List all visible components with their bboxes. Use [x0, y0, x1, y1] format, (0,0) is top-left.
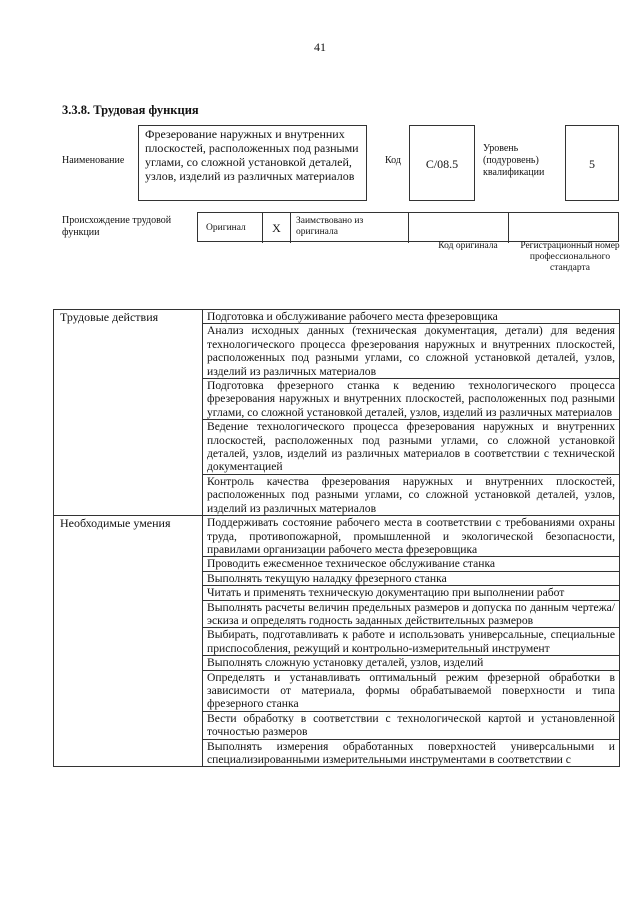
origin-borrowed-cell [291, 213, 409, 243]
item-cell: Подготовка и обслуживание рабочего места фрезеровщика [203, 310, 620, 324]
section-heading-cell: Необходимые умения [54, 516, 203, 767]
level-label: Уровень (подуровень) квалификации [483, 143, 545, 178]
section-heading-cell: Трудовые действия [54, 310, 203, 516]
item-cell: Ведение технологического процесса фрезерования наружных и внутренних плоскостей, расположенных под разными углами, со сложной установкой деталей, узлов, изделий из различных материалов в соответствии с технической документацией [203, 420, 620, 475]
table-row [54, 516, 620, 557]
original-code-cell [409, 213, 509, 243]
item-cell: Выполнять сложную установку деталей, узлов, изделий [203, 656, 620, 670]
item-cell: Выбирать, подготавливать к работе и использовать универсальные, специальные приспособления, режущий и контрольно-измерительный инструмент [203, 628, 620, 656]
item-cell: Контроль качества фрезерования наружных и внутренних плоскостей, расположенных под разными углами, со сложной установкой деталей, узлов, изделий из различных материалов [203, 474, 620, 515]
original-mark: X [263, 213, 291, 243]
original-code-caption: Код оригинала [438, 241, 498, 251]
table-row [54, 310, 620, 324]
reg-number-caption: Регистрационный номер профессионального стандарта [520, 241, 620, 273]
borrowed-label: Заимствовано из оригинала [296, 216, 364, 237]
page-number: 41 [314, 40, 326, 54]
item-cell: Проводить ежесменное техническое обслуживание станка [203, 557, 620, 571]
item-cell: Выполнять расчеты величин предельных размеров и допуска по данным чертежа/эскиза и определять годность заданных действительных размеров [203, 600, 620, 628]
level-value: 5 [565, 125, 619, 201]
name-label: Наименование [62, 155, 125, 166]
origin-label: Происхождение трудовой функции [62, 215, 172, 238]
item-cell: Выполнять измерения обработанных поверхностей универсальными и специализированными измерительными инструментами в соответствии с [203, 739, 620, 767]
competency-table [53, 309, 620, 767]
item-cell: Поддерживать состояние рабочего места в соответствии с требованиями охраны труда, противопожарной, промышленной и экологической безопасности, правилами организации рабочего места фрезеровщика [203, 516, 620, 557]
item-cell: Выполнять текущую наладку фрезерного станка [203, 571, 620, 585]
item-cell: Определять и устанавливать оптимальный режим фрезерной обработки в зависимости от материала, формы обрабатываемой поверхности и типа фрезерного станка [203, 670, 620, 711]
item-cell: Подготовка фрезерного станка к ведению технологического процесса фрезерования наружных и внутренних плоскостей, расположенных под разными углами, со сложной установкой деталей, узлов, изделий из различных материалов [203, 379, 620, 420]
origin-cells [197, 212, 619, 242]
item-cell: Анализ исходных данных (техническая документация, детали) для ведения технологического процесса фрезерования наружных и внутренних плоскостей, расположенных под разными углами, со сложной установкой деталей, узлов, изделий из различных материалов [203, 324, 620, 379]
section-heading: 3.3.8. Трудовая функция [62, 103, 199, 117]
item-cell: Вести обработку в соответствии с технологической картой и установленной точностью размеров [203, 711, 620, 739]
code-value: С/08.5 [409, 125, 475, 201]
origin-original-cell [198, 213, 263, 243]
original-label: Оригинал [206, 223, 246, 233]
reg-number-cell [509, 213, 620, 243]
item-cell: Читать и применять техническую документацию при выполнении работ [203, 586, 620, 600]
code-label: Код [385, 155, 401, 166]
function-name: Фрезерование наружных и внутренних плоскостей, расположенных под разными углами, со сложной установкой деталей, узлов, изделий из различных материалов [138, 125, 367, 201]
